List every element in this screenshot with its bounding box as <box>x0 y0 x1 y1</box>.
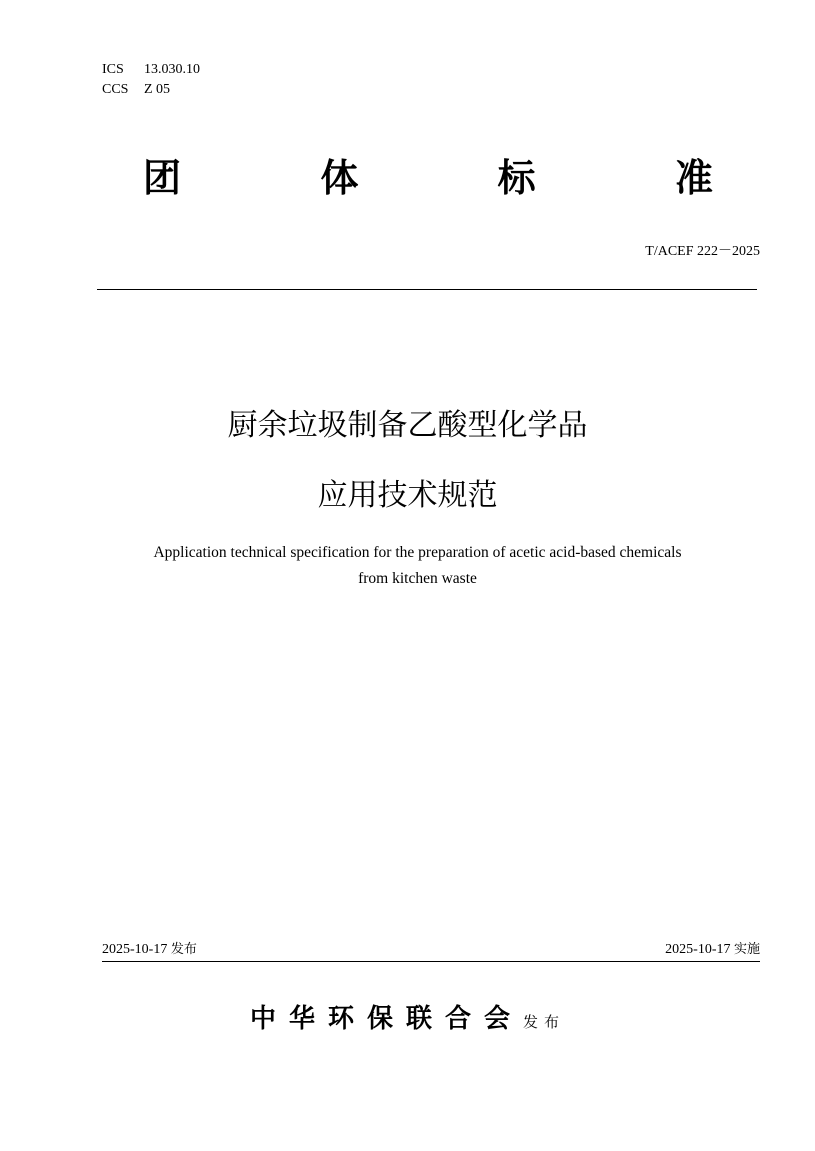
ics-label: ICS <box>102 62 124 77</box>
english-title-line-2: from kitchen waste <box>358 570 477 587</box>
standard-type-char: 标 <box>497 156 536 200</box>
implement-label: 实施 <box>733 942 760 957</box>
standard-type-heading <box>143 150 713 206</box>
implement-date: 2025-10-17 <box>665 942 731 957</box>
chinese-title-line-2: 应用技术规范 <box>317 478 498 513</box>
classification-codes <box>102 60 200 100</box>
standard-type-char: 体 <box>320 156 359 200</box>
standard-number: T/ACEF 222－2025 <box>645 244 760 259</box>
ccs-code: Z 05 <box>144 82 171 97</box>
chinese-title-line-1: 厨余垃圾制备乙酸型化学品 <box>227 408 588 443</box>
release-label: 发布 <box>170 942 197 957</box>
standard-type-char: 团 <box>143 156 182 200</box>
footer-divider <box>102 961 760 962</box>
publisher-line <box>0 998 815 1035</box>
standard-type-char: 准 <box>674 156 713 200</box>
release-date: 2025-10-17 <box>102 942 168 957</box>
header-divider <box>97 289 757 290</box>
english-title <box>60 540 775 592</box>
ccs-row <box>102 80 200 100</box>
release-date-group <box>102 940 197 960</box>
ccs-label: CCS <box>102 82 129 97</box>
publisher-suffix: 发布 <box>523 1013 566 1031</box>
english-title-line-1: Application technical specification for the preparation of acetic acid-based chemicals <box>153 544 682 561</box>
ics-row <box>102 60 200 80</box>
publisher-organization: 中华环保联合会 <box>249 1004 523 1034</box>
implement-date-group <box>665 940 760 960</box>
date-row <box>102 940 760 960</box>
ics-code: 13.030.10 <box>144 62 200 77</box>
